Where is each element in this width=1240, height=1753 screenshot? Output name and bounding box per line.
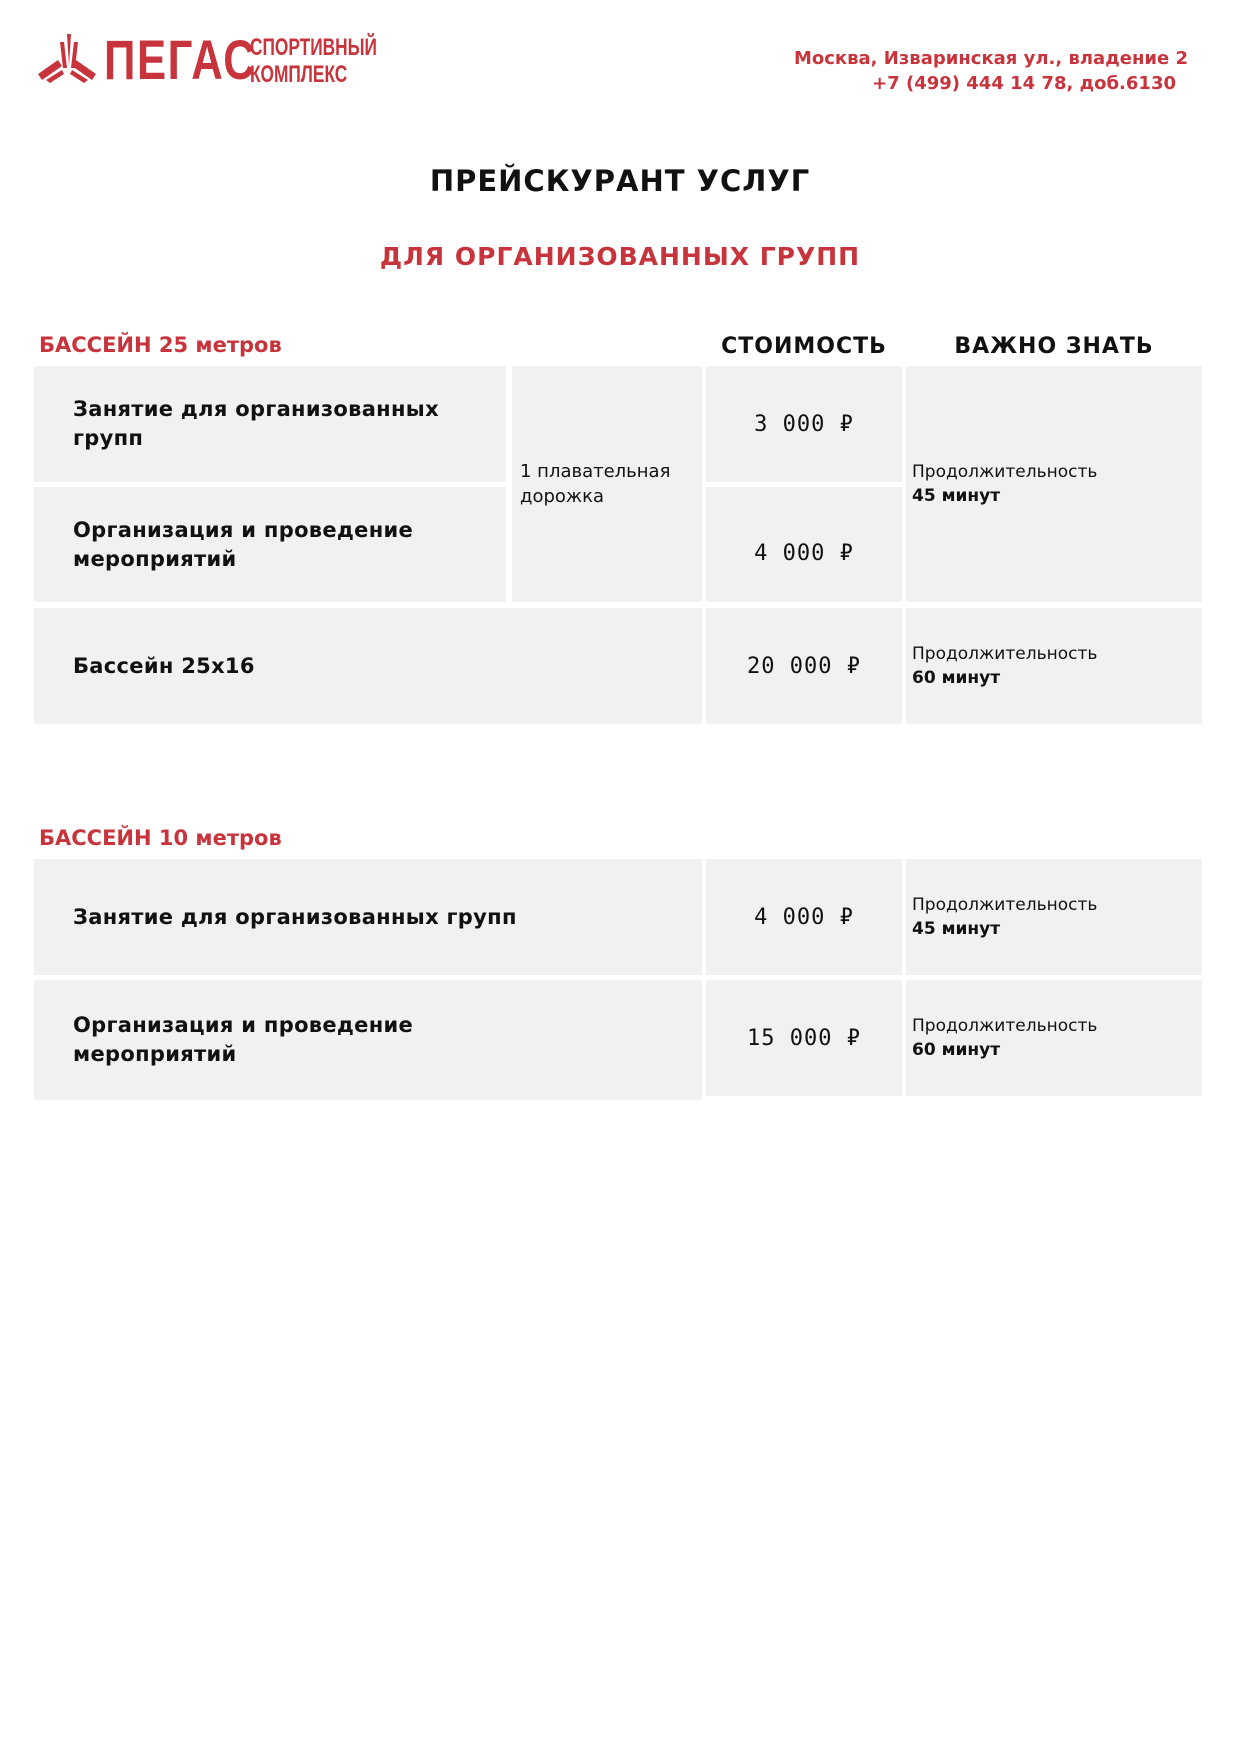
column-header-price: СТОИМОСТЬ bbox=[721, 334, 887, 359]
duration-value: 45 минут bbox=[912, 919, 1001, 939]
duration-label: Продолжительность bbox=[912, 1016, 1098, 1036]
address: Москва, Изваринская ул., владение 2 bbox=[793, 48, 1188, 69]
brand-subtitle-line2: КОМПЛЕКС bbox=[250, 61, 348, 88]
pool25-full-note bbox=[906, 608, 1202, 724]
pool10-row2-name bbox=[34, 980, 702, 1100]
pool25-row1-name bbox=[34, 366, 506, 482]
pool10-row1-price: 4 000 ₽ bbox=[706, 859, 902, 975]
pool10-row1-note bbox=[906, 859, 1202, 975]
service-name: Занятие для организованных групп bbox=[73, 904, 517, 929]
pool25-row1-price: 3 000 ₽ bbox=[706, 366, 902, 482]
duration-label: Продолжительность bbox=[912, 644, 1098, 664]
brand-subtitle bbox=[250, 34, 377, 88]
section-pool10-label: БАССЕЙН 10 метров bbox=[39, 826, 282, 850]
pool25-row2-name bbox=[34, 487, 506, 602]
pool25-full-price: 20 000 ₽ bbox=[706, 608, 902, 724]
duration-value: 60 минут bbox=[912, 1040, 1001, 1060]
pool25-note-cell bbox=[906, 366, 1202, 602]
pool10-row2-note bbox=[906, 980, 1202, 1096]
phone: +7 (499) 444 14 78, доб.6130 bbox=[872, 73, 1176, 94]
duration-value: 45 минут bbox=[912, 486, 1001, 506]
page-subtitle: ДЛЯ ОРГАНИЗОВАННЫХ ГРУПП bbox=[379, 242, 861, 271]
brand-name: ПЕГАС bbox=[104, 28, 257, 91]
contacts bbox=[794, 46, 1188, 96]
brand-logo bbox=[38, 28, 378, 91]
page-title: ПРЕЙСКУРАНТ УСЛУГ bbox=[429, 164, 811, 198]
service-name: Организация и проведение мероприятий bbox=[73, 1013, 414, 1066]
column-header-note: ВАЖНО ЗНАТЬ bbox=[954, 334, 1154, 359]
section-pool25-label: БАССЕЙН 25 метров bbox=[39, 333, 282, 357]
service-name: Занятие для организованных групп bbox=[73, 397, 439, 450]
brand-subtitle-line1: СПОРТИВНЫЙ bbox=[250, 34, 377, 61]
lane-text: 1 плавательная дорожка bbox=[520, 461, 671, 507]
pool10-row2-price: 15 000 ₽ bbox=[706, 980, 902, 1096]
duration-value: 60 минут bbox=[912, 668, 1001, 688]
pool25-lane-cell bbox=[512, 366, 702, 602]
duration-label: Продолжительность bbox=[912, 462, 1098, 482]
pool25-full-name bbox=[34, 608, 702, 724]
duration-label: Продолжительность bbox=[912, 895, 1098, 915]
service-name: Организация и проведение мероприятий bbox=[73, 517, 414, 571]
pegasus-logo-icon bbox=[38, 34, 96, 84]
pool10-row1-name bbox=[34, 859, 702, 975]
service-name: Бассейн 25х16 bbox=[73, 653, 255, 678]
pool25-row2-price: 4 000 ₽ bbox=[706, 487, 902, 602]
